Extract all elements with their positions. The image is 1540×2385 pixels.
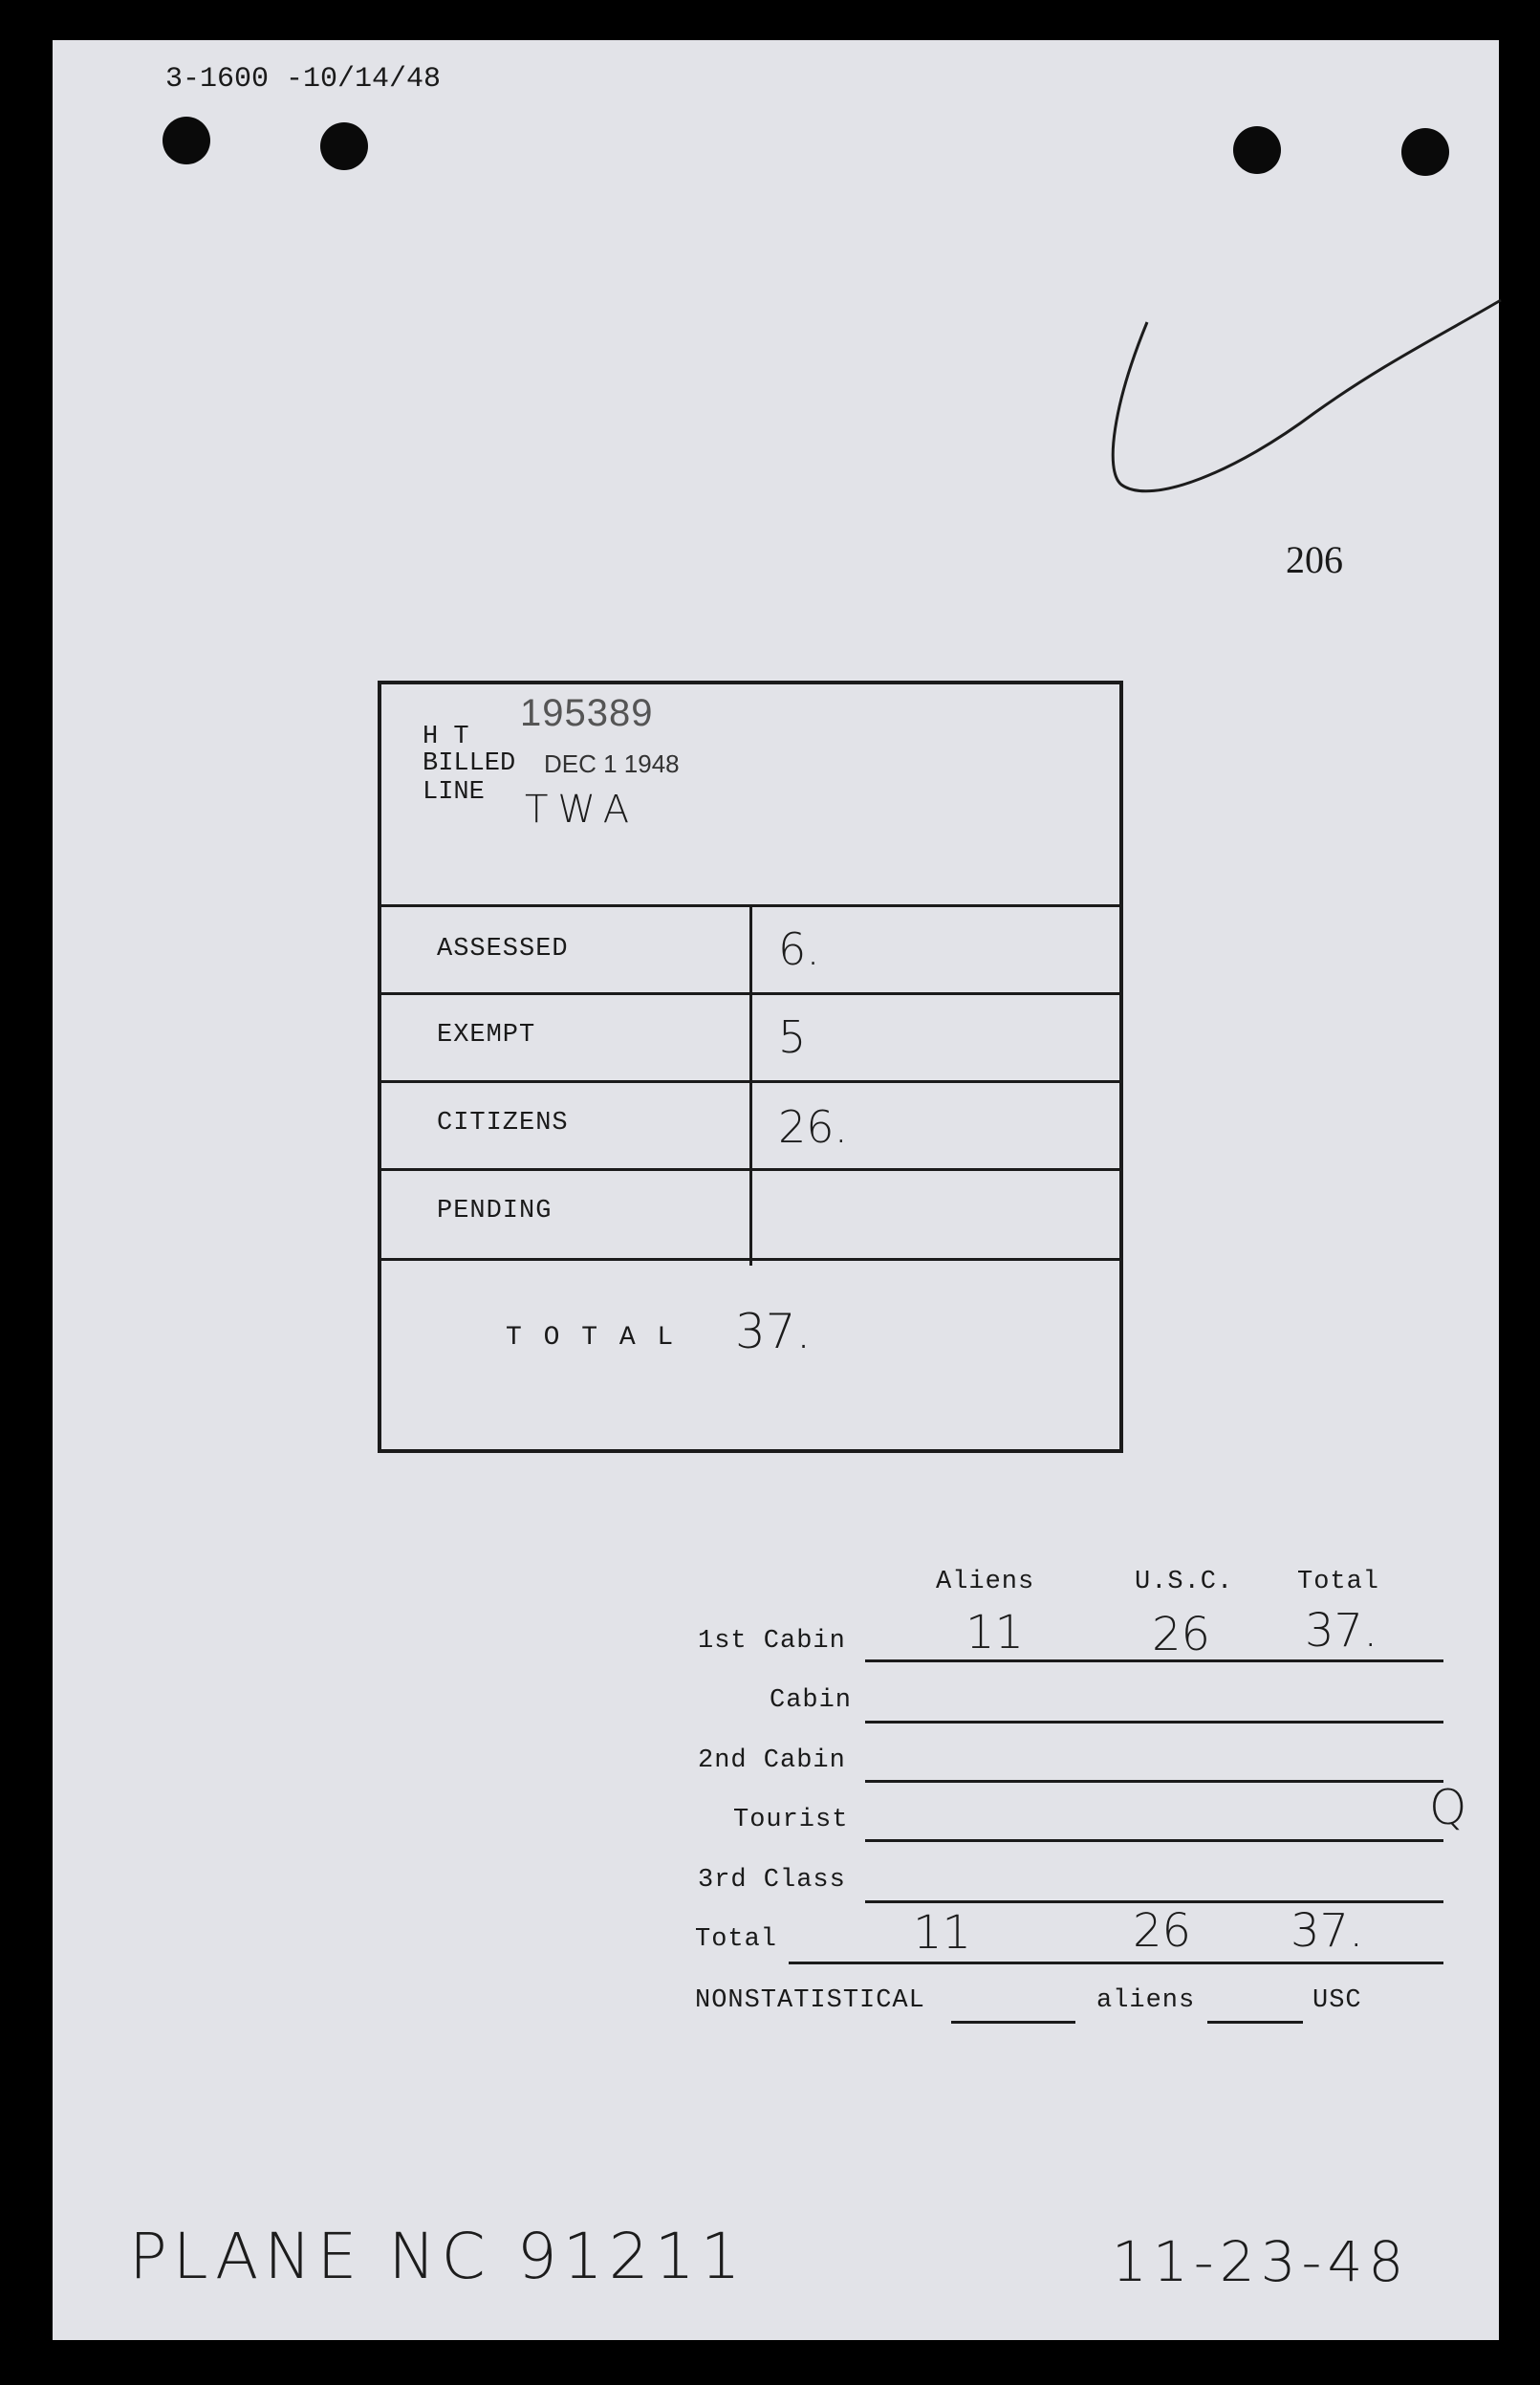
1st-cabin-aliens: 11 bbox=[965, 1606, 1025, 1659]
exempt-label: EXEMPT bbox=[437, 1021, 536, 1050]
usc-label: USC bbox=[1312, 1986, 1362, 2015]
row-underline bbox=[865, 1780, 1443, 1783]
total-aliens: 11 bbox=[913, 1906, 972, 1960]
total-label: T O T A L bbox=[506, 1323, 677, 1353]
billed-date: DEC 1 1948 bbox=[544, 749, 680, 778]
punch-hole bbox=[1401, 128, 1449, 176]
ht-label: H T bbox=[423, 723, 469, 751]
document-page bbox=[53, 40, 1499, 2340]
1st-cabin-total: 37. bbox=[1305, 1604, 1378, 1658]
punch-hole bbox=[163, 117, 210, 164]
pending-label: PENDING bbox=[437, 1197, 553, 1225]
row-label-tourist: Tourist bbox=[733, 1806, 849, 1834]
total-usc: 26 bbox=[1133, 1904, 1192, 1958]
header-aliens: Aliens bbox=[936, 1568, 1035, 1596]
row-underline bbox=[865, 1839, 1443, 1842]
billed-label: BILLED bbox=[423, 749, 516, 778]
serial-number: 195389 bbox=[520, 692, 654, 734]
row-label-cabin: Cabin bbox=[770, 1686, 853, 1715]
row-underline bbox=[865, 1721, 1443, 1724]
header-total: Total bbox=[1297, 1568, 1380, 1596]
row-underline bbox=[865, 1900, 1443, 1903]
line-label: LINE bbox=[423, 778, 485, 807]
exempt-value: 5 bbox=[778, 1011, 807, 1063]
form-code: 3-1600 -10/14/48 bbox=[165, 63, 442, 96]
margin-mark: Q bbox=[1429, 1780, 1467, 1835]
assessed-label: ASSESSED bbox=[437, 935, 569, 964]
plane-note: PLANE NC 91211 bbox=[129, 2220, 747, 2293]
row-label-3rd-class: 3rd Class bbox=[698, 1866, 846, 1895]
header-usc: U.S.C. bbox=[1135, 1568, 1234, 1596]
punch-hole bbox=[320, 122, 368, 170]
total-total: 37. bbox=[1291, 1904, 1364, 1958]
date-note: 11-23-48 bbox=[1112, 2229, 1410, 2294]
row-label-total: Total bbox=[695, 1925, 778, 1954]
row-underline bbox=[951, 2021, 1075, 2024]
total-value: 37. bbox=[735, 1304, 812, 1359]
citizens-label: CITIZENS bbox=[437, 1109, 569, 1138]
nonstatistical-label: NONSTATISTICAL bbox=[695, 1986, 925, 2015]
row-underline bbox=[1207, 2021, 1303, 2024]
row-underline bbox=[789, 1962, 1443, 1964]
assessed-value: 6. bbox=[778, 923, 820, 975]
check-mark-icon bbox=[1047, 250, 1525, 537]
row-label-1st-cabin: 1st Cabin bbox=[698, 1627, 846, 1656]
1st-cabin-usc: 26 bbox=[1152, 1608, 1211, 1661]
page-number: 206 bbox=[1286, 538, 1343, 581]
tally-stamp-box bbox=[378, 681, 1123, 1453]
aliens-label: aliens bbox=[1096, 1986, 1196, 2015]
row-label-2nd-cabin: 2nd Cabin bbox=[698, 1746, 846, 1775]
punch-hole bbox=[1233, 126, 1281, 174]
citizens-value: 26. bbox=[778, 1101, 849, 1153]
column-divider bbox=[749, 907, 752, 1266]
line-value: TWA bbox=[525, 788, 640, 832]
